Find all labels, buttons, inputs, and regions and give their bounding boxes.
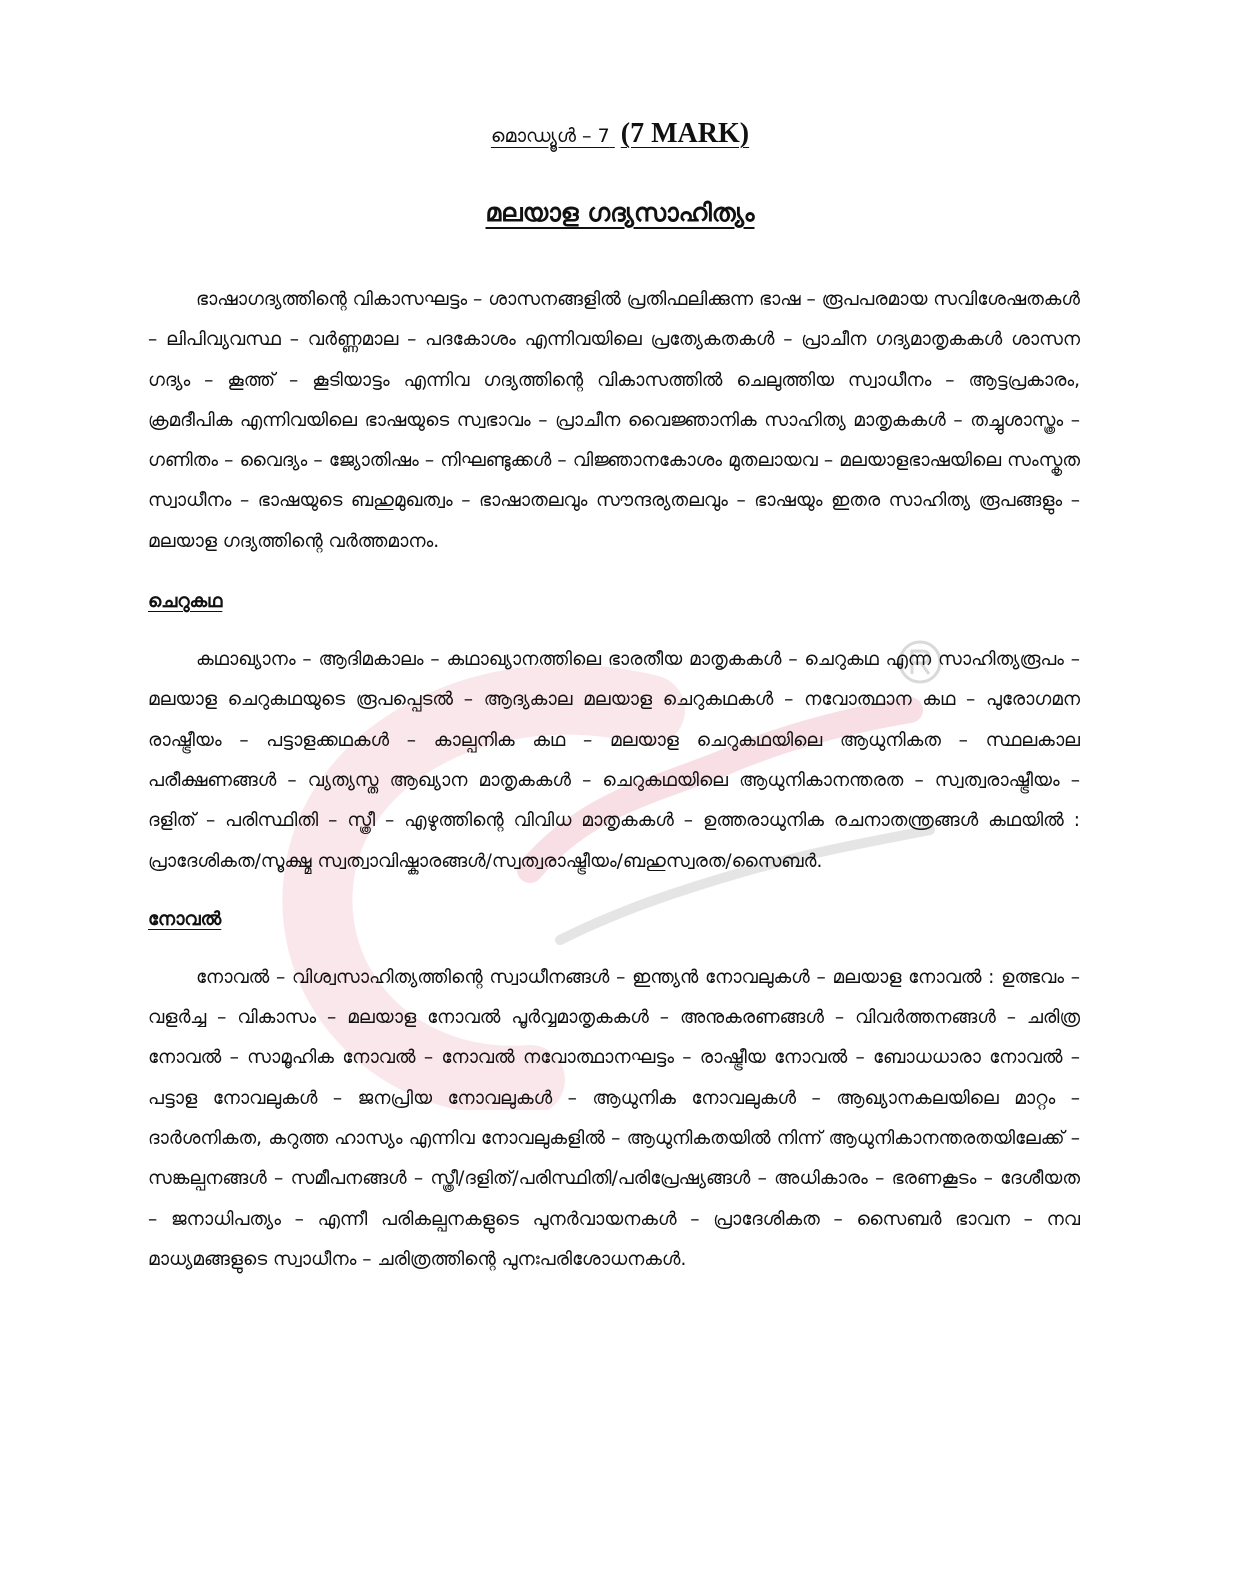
module-title [0, 118, 1240, 150]
module-label: മൊഡ്യൂൾ – 7 [490, 125, 610, 147]
mark-label: (7 MARK) [620, 118, 750, 149]
section-heading-novel: നോവൽ [148, 908, 222, 930]
intro-paragraph: ഭാഷാഗദ്യത്തിന്റെ വികാസഘട്ടം – ശാസനങ്ങളിൽ പ്രതിഫലിക്കുന്ന ഭാഷ – രൂപപരമായ സവിശേഷതകൾ – ലിപിവ്യവസ്ഥ – വർണ്ണമാല – പദകോശം എന്നിവയിലെ പ്രത്യേകതകൾ – പ്രാചീന ഗദ്യമാതൃകകൾ ശാസന ഗദ്യം – കൂത്ത് – കൂടിയാട്ടം എന്നിവ ഗദ്യത്തിന്റെ വികാസത്തിൽ ചെലുത്തിയ സ്വാധീനം – ആട്ടപ്രകാരം, ക്രമദീപിക എന്നിവയിലെ ഭാഷയുടെ സ്വഭാവം – പ്രാചീന വൈജ്ഞാനിക സാഹിത്യ മാതൃകകൾ – തച്ചുശാസ്ത്രം – ഗണിതം – വൈദ്യം – ജ്യോതിഷം – നിഘണ്ടുക്കൾ – വിജ്ഞാനകോശം മുതലായവ – മലയാളഭാഷയിലെ സംസ്കൃത സ്വാധീനം – ഭാഷയുടെ ബഹുമുഖത്വം – ഭാഷാതലവും സൗന്ദര്യതലവും – ഭാഷയും ഇതര സാഹിത്യ രൂപങ്ങളും – മലയാള ഗദ്യത്തിന്റെ വർത്തമാനം. [148, 289, 1080, 552]
section-paragraph-novel: നോവൽ – വിശ്വസാഹിത്യത്തിന്റെ സ്വാധീനങ്ങൾ – ഇന്ത്യൻ നോവലുകൾ – മലയാള നോവൽ : ഉത്ഭവം – വളർച്ച – വികാസം – മലയാള നോവൽ പൂർവ്വമാതൃകകൾ – അനുകരണങ്ങൾ – വിവർത്തനങ്ങൾ – ചരിത്ര നോവൽ – സാമൂഹിക നോവൽ – നോവൽ നവോത്ഥാനഘട്ടം – രാഷ്ട്രീയ നോവൽ – ബോധധാരാ നോവൽ – പട്ടാള നോവലുകൾ – ജനപ്രിയ നോവലുകൾ – ആധുനിക നോവലുകൾ – ആഖ്യാനകലയിലെ മാറ്റം – ദാർശനികത, കറുത്ത ഹാസ്യം എന്നിവ നോവലുകളിൽ – ആധുനികതയിൽ നിന്ന് ആധുനികാനന്തരതയിലേക്ക് – സങ്കല്പനങ്ങൾ – സമീപനങ്ങൾ – സ്ത്രീ/ദളിത്/പരിസ്ഥിതി/പരിപ്രേഷ്യങ്ങൾ – അധികാരം – ഭരണകൂടം – ദേശീയത – ജനാധിപത്യം – എന്നീ പരികല്പനകളുടെ പുനർവായനകൾ – പ്രാദേശികത – സൈബർ ഭാവന – നവ മാധ്യമങ്ങളുടെ സ്വാധീനം – ചരിത്രത്തിന്റെ പുനഃപരിശോധനകൾ. [148, 966, 1080, 1270]
section-paragraph-cherukatha: കഥാഖ്യാനം – ആദിമകാലം – കഥാഖ്യാനത്തിലെ ഭാരതീയ മാതൃകകൾ – ചെറുകഥ എന്ന സാഹിത്യരൂപം – മലയാള ചെറുകഥയുടെ രൂപപ്പെടൽ – ആദ്യകാല മലയാള ചെറുകഥകൾ – നവോത്ഥാന കഥ – പുരോഗമന രാഷ്ട്രീയം – പട്ടാളക്കഥകൾ – കാല്പനിക കഥ – മലയാള ചെറുകഥയിലെ ആധുനികത – സ്ഥലകാല പരീക്ഷണങ്ങൾ – വ്യത്യസ്ത ആഖ്യാന മാതൃകകൾ – ചെറുകഥയിലെ ആധുനികാനന്തരത – സ്വത്വരാഷ്ട്രീയം – ദളിത് – പരിസ്ഥിതി – സ്ത്രീ – എഴുത്തിന്റെ വിവിധ മാതൃകകൾ – ഉത്തരാധുനിക രചനാതന്ത്രങ്ങൾ കഥയിൽ : പ്രാദേശികത/സൂക്ഷ്മ സ്വത്വാവിഷ്കാരങ്ങൾ/സ്വത്വരാഷ്ട്രീയം/ബഹുസ്വരത/സൈബർ. [148, 649, 1080, 872]
section-heading-cherukatha: ചെറുകഥ [148, 591, 223, 613]
subject-title: മലയാള ഗദ്യസാഹിത്യം [485, 198, 755, 227]
document-body [148, 280, 1080, 1280]
